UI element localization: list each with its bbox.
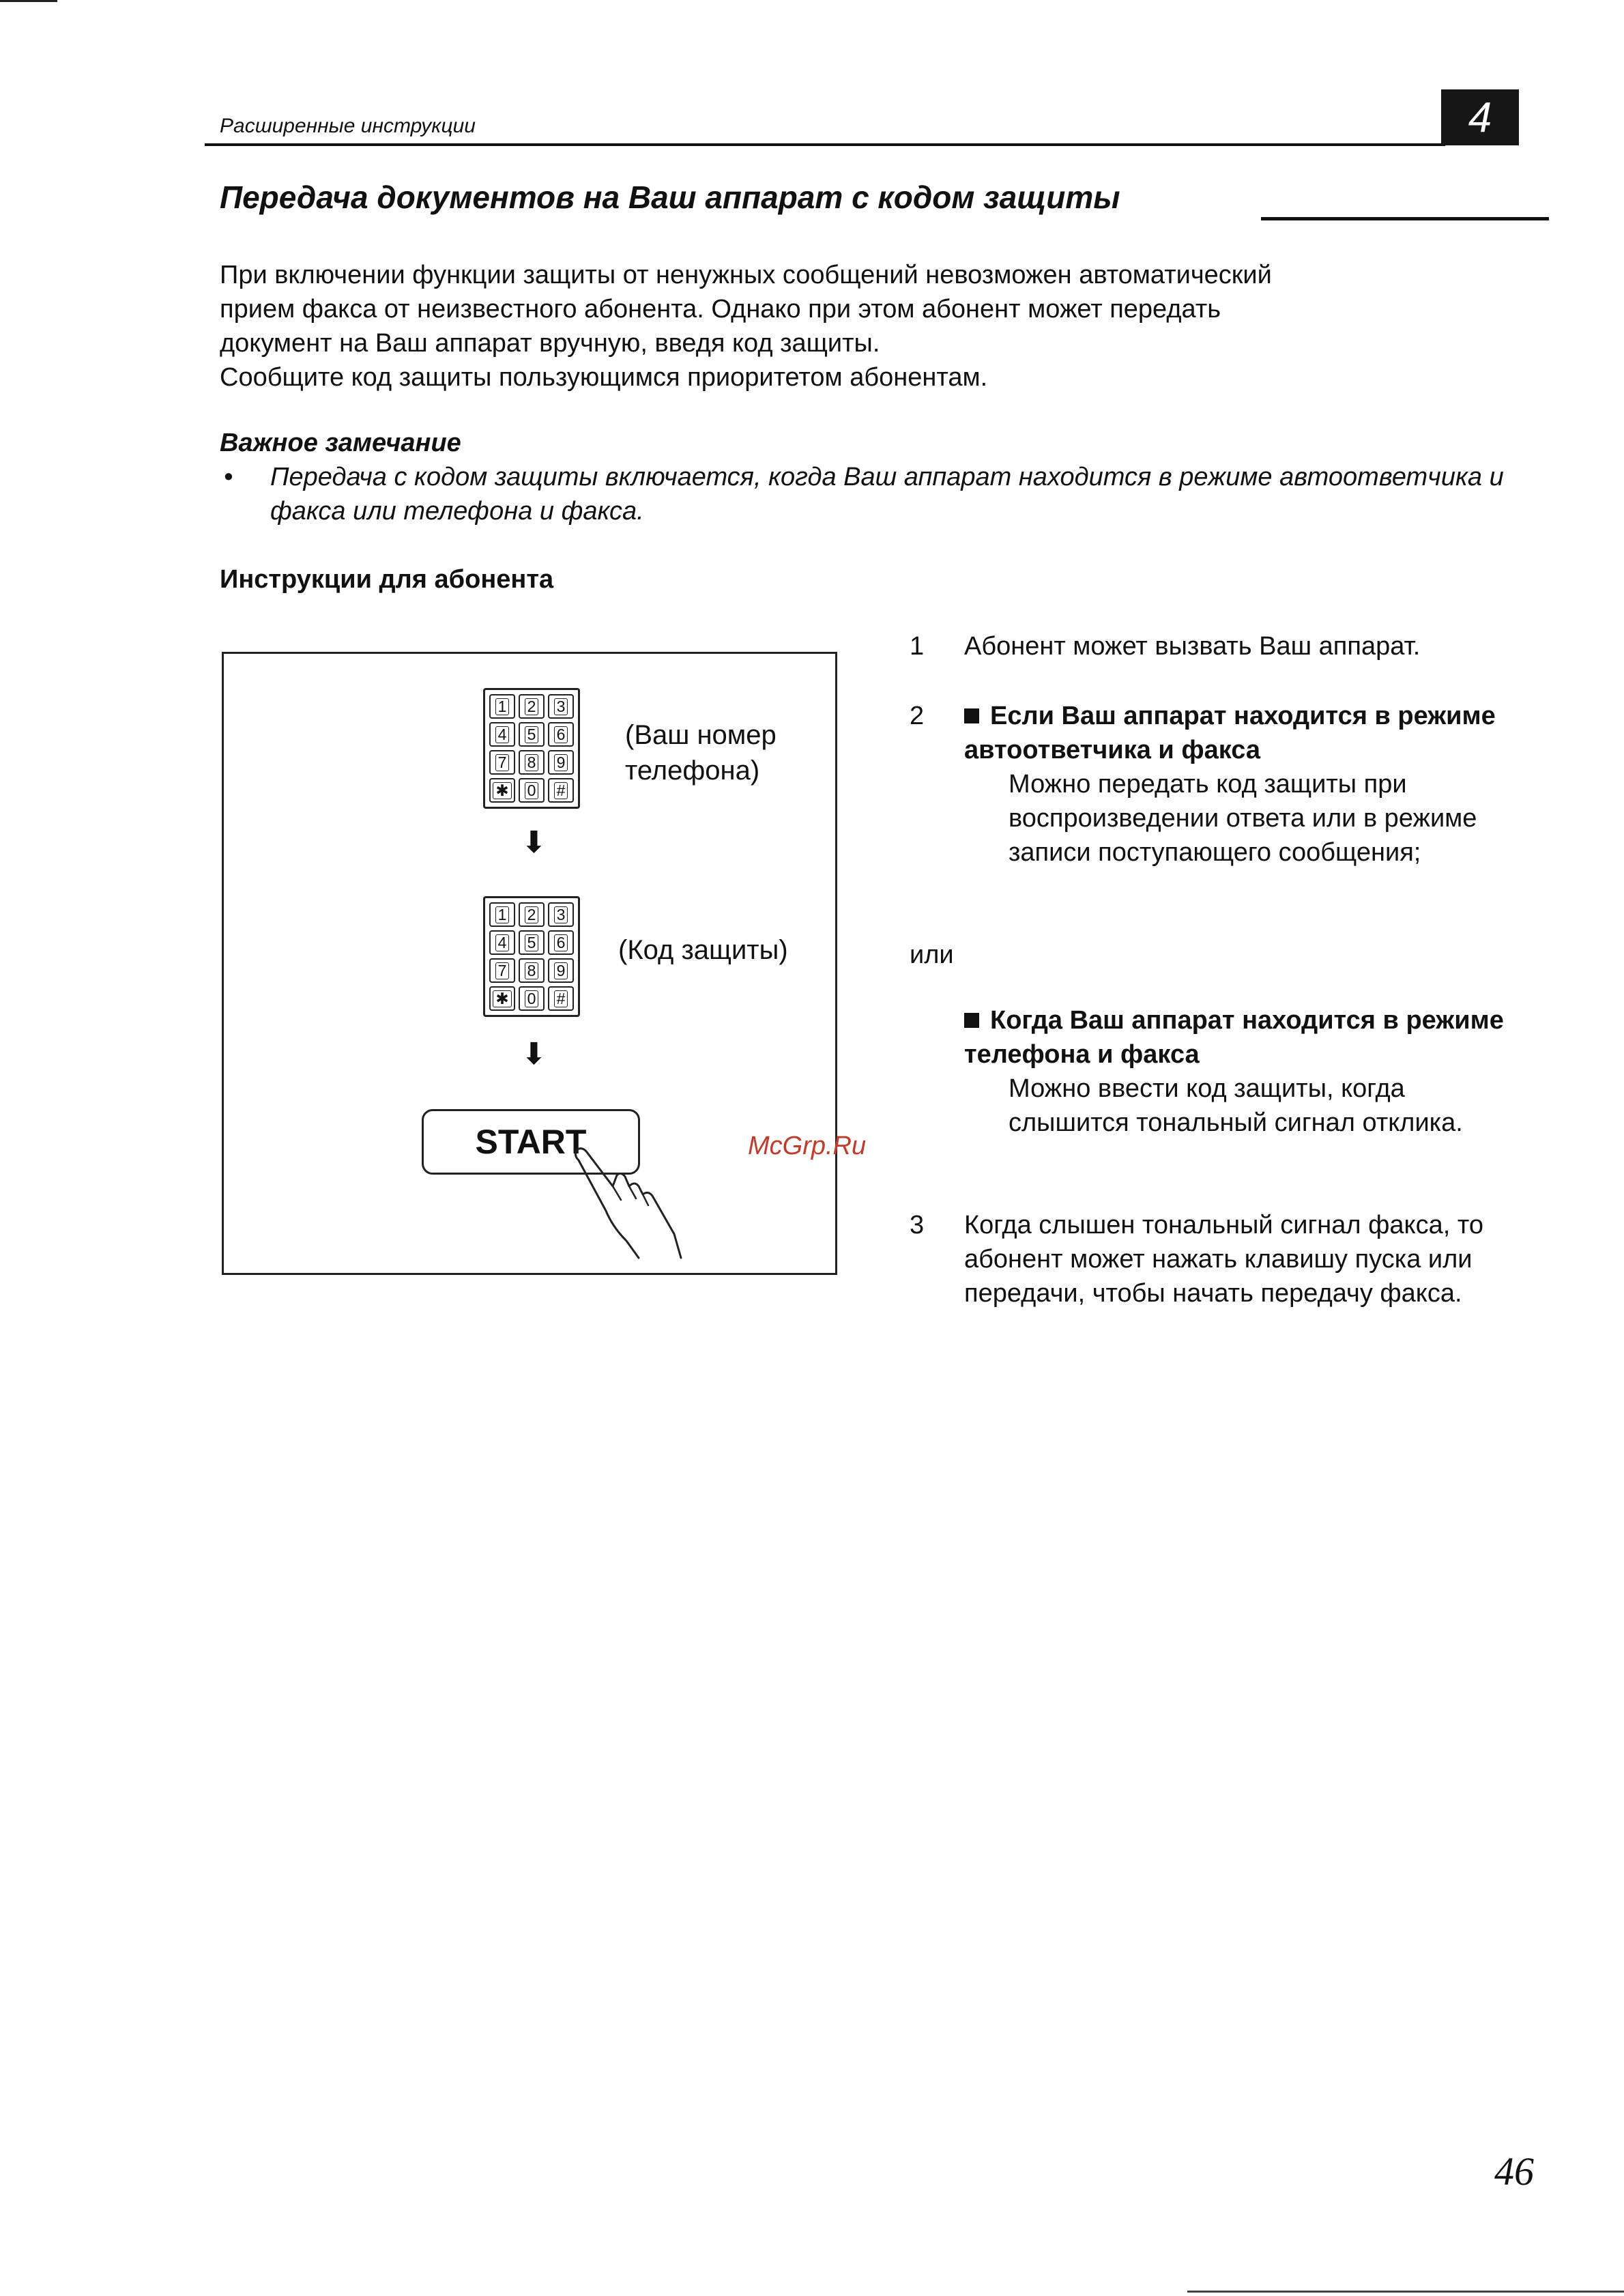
bullet-icon: •: [224, 463, 233, 491]
step-condition-heading: [964, 699, 1524, 767]
intro-line: При включении функции защиты от ненужных сообщений невозможен автоматический: [220, 261, 1272, 289]
keypad-key: 8: [519, 958, 545, 983]
keypad-key: 2: [519, 902, 545, 927]
keypad-key: ✱: [489, 986, 515, 1011]
keypad-key: 4: [489, 722, 515, 747]
instructions-heading: Инструкции для абонента: [220, 565, 554, 594]
header-rule: [205, 143, 1445, 146]
step-condition-body: Можно передать код защиты при воспроизведении ответа или в режиме записи поступающего сообщения;: [1009, 770, 1477, 867]
keypad-icon: [483, 688, 580, 809]
note-bullet-item: [220, 460, 1516, 528]
keypad-key: 5: [519, 722, 545, 747]
watermark: McGrp.Ru: [748, 1132, 867, 1160]
square-bullet-icon: [964, 708, 979, 723]
caption-phone-number: [625, 717, 777, 788]
step-number: 2: [910, 702, 925, 730]
intro-line: Сообщите код защиты пользующимся приоритетом абонентам.: [220, 363, 988, 392]
keypad-key: 6: [548, 722, 574, 747]
keypad-key: 1: [489, 694, 515, 719]
heading-text: Когда Ваш аппарат находится в режиме телефона и факса: [964, 1006, 1504, 1069]
step-number: 3: [910, 1211, 925, 1239]
intro-line: документ на Ваш аппарат вручную, введя код защиты.: [220, 329, 880, 358]
page-title: Передача документов на Ваш аппарат с кодом защиты: [220, 180, 1120, 215]
chapter-number-badge: 4: [1441, 89, 1519, 145]
keypad-key: 3: [548, 694, 574, 719]
keypad-key: 1: [489, 902, 515, 927]
keypad-key: 3: [548, 902, 574, 927]
keypad-key: ✱: [489, 778, 515, 803]
page-number: 46: [1494, 2149, 1534, 2194]
step-condition-body: Можно ввести код защиты, когда слышится тональный сигнал отклика.: [1009, 1074, 1463, 1137]
keypad-icon: [483, 896, 580, 1017]
step-condition-heading: [964, 1003, 1524, 1072]
keypad-key: 9: [548, 958, 574, 983]
caption-line: телефона): [625, 756, 760, 786]
start-key-illustration: START: [422, 1109, 640, 1175]
intro-line: прием факса от неизвестного абонента. Однако при этом абонент может передать: [220, 295, 1221, 324]
caption-security-code: (Код защиты): [618, 935, 788, 965]
keypad-key: 9: [548, 750, 574, 775]
down-arrow-icon: ⬇: [521, 1037, 547, 1071]
pressing-hand-icon: [572, 1145, 708, 1261]
keypad-key: 7: [489, 750, 515, 775]
keypad-key: #: [548, 986, 574, 1011]
down-arrow-icon: ⬇: [521, 826, 547, 859]
title-rule: [1261, 217, 1549, 220]
keypad-key: 6: [548, 930, 574, 955]
keypad-key: #: [548, 778, 574, 803]
square-bullet-icon: [964, 1013, 979, 1028]
keypad-key: 7: [489, 958, 515, 983]
caption-line: (Ваш номер: [625, 720, 777, 750]
step-text: Когда слышен тональный сигнал факса, то абонент может нажать клавишу пуска или передачи, чтобы начать передачу факса.: [964, 1211, 1483, 1308]
section-label: Расширенные инструкции: [220, 115, 476, 137]
intro-paragraph: [220, 258, 1516, 394]
bottom-rule: [1187, 2291, 1624, 2293]
note-text: Передача с кодом защиты включается, когда Ваш аппарат находится в режиме автоответчика и факса или телефона и факса.: [270, 463, 1504, 526]
scan-corner-mark: [0, 0, 57, 2]
keypad-key: 0: [519, 986, 545, 1011]
keypad-key: 4: [489, 930, 515, 955]
note-heading: Важное замечание: [220, 429, 461, 457]
step-number: 1: [910, 632, 925, 661]
keypad-key: 0: [519, 778, 545, 803]
keypad-key: 2: [519, 694, 545, 719]
keypad-key: 5: [519, 930, 545, 955]
procedure-figure: [222, 652, 837, 1275]
step-text: Абонент может вызвать Ваш аппарат.: [964, 632, 1421, 661]
heading-text: Если Ваш аппарат находится в режиме автоответчика и факса: [964, 702, 1496, 764]
or-separator: или: [910, 941, 954, 969]
keypad-key: 8: [519, 750, 545, 775]
